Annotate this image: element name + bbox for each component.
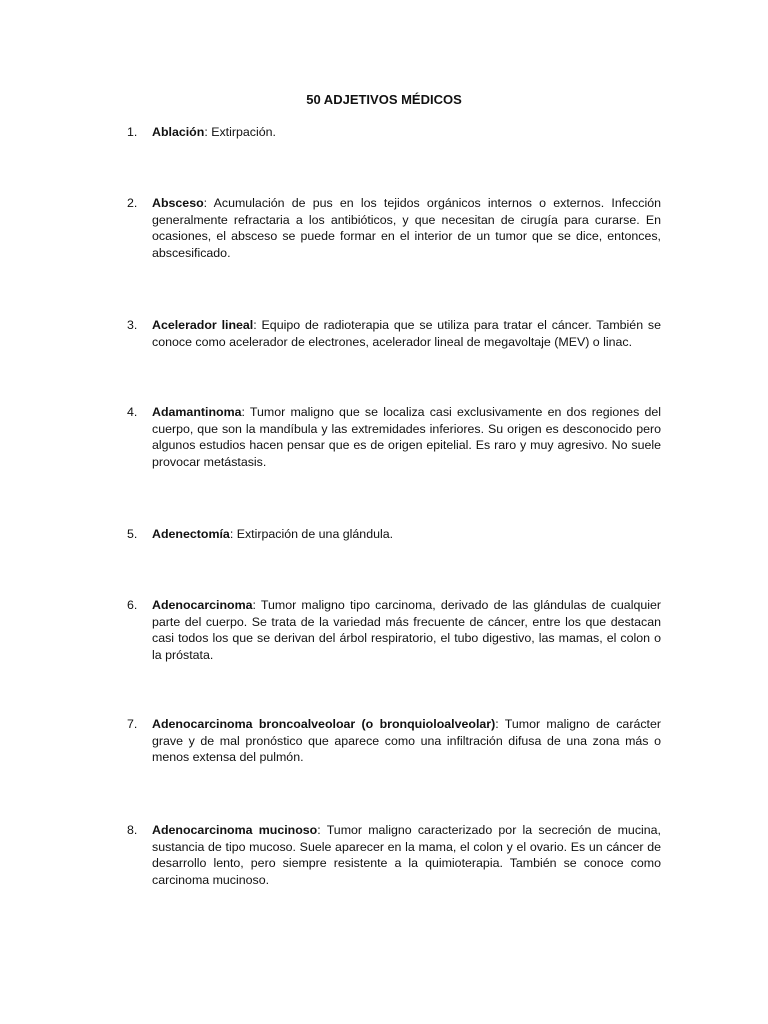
list-item [127, 195, 661, 261]
item-number: 2. [127, 196, 138, 210]
item-text [152, 124, 661, 141]
item-number: 7. [127, 717, 138, 731]
item-number: 8. [127, 823, 138, 837]
item-term: Adenocarcinoma broncoalveoloar (o bronquioloalveolar) [152, 717, 496, 731]
item-definition: : Extirpación. [204, 125, 276, 139]
document-title: 50 ADJETIVOS MÉDICOS [306, 92, 462, 107]
item-text [152, 404, 661, 470]
item-definition: : Tumor maligno que se localiza casi exclusivamente en dos regiones del cuerpo, que son la mandíbula y las extremidades inferiores. Su origen es desconocido pero algunos estudios hacen pensar que es de origen epitelial. Es raro y muy agresivo. No suele provocar metástasis. [152, 405, 661, 469]
item-number: 1. [127, 125, 138, 139]
list-item [127, 526, 661, 543]
item-term: Ablación [152, 125, 205, 139]
item-text [152, 822, 661, 888]
item-term: Adenectomía [152, 527, 230, 541]
list-item [127, 822, 661, 888]
item-term: Acelerador lineal [152, 318, 254, 332]
item-term: Adamantinoma [152, 405, 242, 419]
item-definition: : Tumor maligno caracterizado por la secreción de mucina, sustancia de tipo mucoso. Suele aparecer en la mama, el colon y el ovario. Es un cáncer de desarrollo lento, pero siempre resistente a la quimioterapia. También se conoce como carcinoma mucinoso. [152, 823, 661, 887]
item-definition: : Tumor maligno de carácter grave y de mal pronóstico que aparece como una infiltración difusa de una zona más o menos extensa del pulmón. [152, 717, 661, 764]
item-number: 4. [127, 405, 138, 419]
item-definition: : Extirpación de una glándula. [229, 527, 394, 541]
item-term: Adenocarcinoma mucinoso [152, 823, 318, 837]
item-text [152, 526, 661, 543]
item-number: 5. [127, 527, 138, 541]
item-term: Absceso [152, 196, 204, 210]
list-item [127, 597, 661, 663]
item-text [152, 716, 661, 766]
item-definition: : Tumor maligno tipo carcinoma, derivado de las glándulas de cualquier parte del cuerpo. Se trata de la variedad más frecuente de cáncer, entre los que destacan casi todos los que se derivan del árbol respiratorio, el tubo digestivo, las mamas, el colon o la próstata. [152, 598, 661, 662]
item-text [152, 317, 661, 350]
item-number: 6. [127, 598, 138, 612]
list-item [127, 317, 661, 350]
item-term: Adenocarcinoma [152, 598, 253, 612]
list-item [127, 124, 661, 141]
list-item [127, 716, 661, 766]
item-number: 3. [127, 318, 138, 332]
item-definition: : Equipo de radioterapia que se utiliza para tratar el cáncer. También se conoce como acelerador de electrones, acelerador lineal de megavoltaje (MEV) o linac. [152, 318, 662, 349]
item-text [152, 195, 661, 261]
list-item [127, 404, 661, 470]
item-definition: : Acumulación de pus en los tejidos orgánicos internos o externos. Infección generalmente refractaria a los antibióticos, y que necesitan de cirugía para curarse. En ocasiones, el absceso se puede formar en el interior de un tumor que se dice, entonces, abscesificado. [152, 196, 661, 260]
item-text [152, 597, 661, 663]
